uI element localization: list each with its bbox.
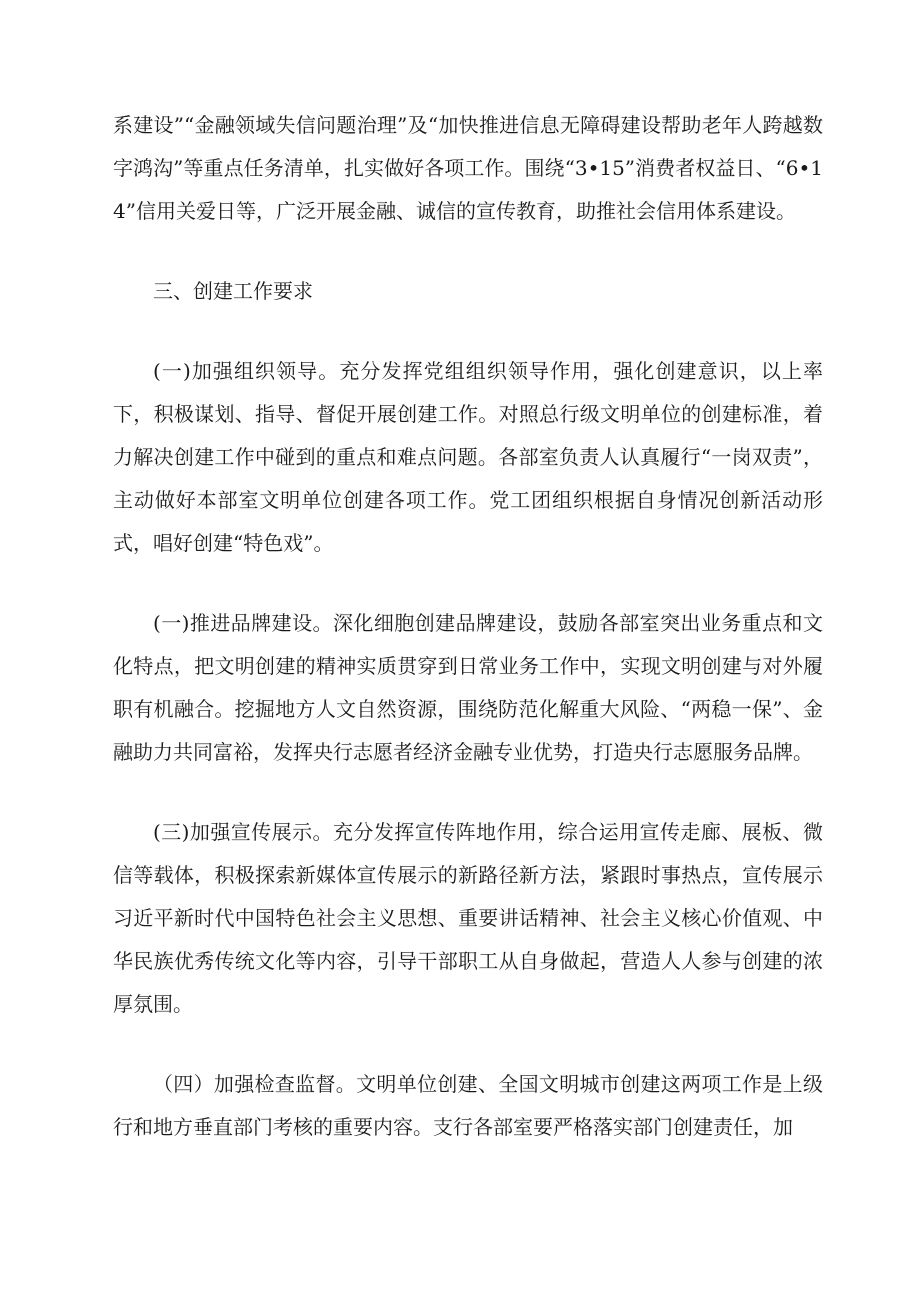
paragraph-gap — [113, 774, 823, 811]
paragraph-brand-building: (一)推进品牌建设。深化细胞创建品牌建设，鼓励各部室突出业务重点和文化特点，把文明创建的精神实质贯穿到日常业务工作中，实现文明创建与对外履职有机融合。挖掘地方人文自然资源，围绕防范化解重大风险、“两稳一保”、金融助力共同富裕，发挥央行志愿者经济金融专业优势，打造央行志愿服务品牌。 — [113, 611, 823, 764]
paragraph-gap — [113, 565, 823, 602]
document-body — [113, 104, 823, 1149]
paragraph-inspection-supervision: （四）加强检查监督。文明单位创建、全国文明城市创建这两项工作是上级行和地方垂直部门考核的重要内容。支行各部室要严格落实部门创建责任，加 — [113, 1072, 823, 1139]
paragraph-gap — [113, 233, 823, 270]
section-heading: 三、创建工作要求 — [153, 279, 313, 303]
paragraph-publicity-display: (三)加强宣传展示。充分发挥宣传阵地作用，综合运用宣传走廊、展板、微信等载体，积极探索新媒体宣传展示的新路径新方法，紧跟时事热点，宣传展示习近平新时代中国特色社会主义思想、重要讲话精神、社会主义核心价值观、中华民族优秀传统文化等内容，引导干部职工从自身做起，营造人人参与创建的浓厚氛围。 — [113, 820, 823, 1016]
paragraph-gap — [113, 1026, 823, 1063]
paragraph-organization-leadership: (一)加强组织领导。充分发挥党组组织领导作用，强化创建意识，以上率下，积极谋划、指导、督促开展创建工作。对照总行级文明单位的创建标准，着力解决创建工作中碰到的重点和难点问题。各部室负责人认真履行“一岗双责”，主动做好本部室文明单位创建各项工作。党工团组织根据自身情况创新活动形式，唱好创建“特色戏”。 — [113, 359, 823, 555]
paragraph-continuation: 系建设”“金融领域失信问题治理”及“加快推进信息无障碍建设帮助老年人跨越数字鸿沟”等重点任务清单，扎实做好各项工作。围绕“3•15”消费者权益日、“6•14”信用关爱日等，广泛开展金融、诚信的宣传教育，助推社会信用体系建设。 — [113, 113, 823, 223]
paragraph-gap — [113, 313, 823, 350]
